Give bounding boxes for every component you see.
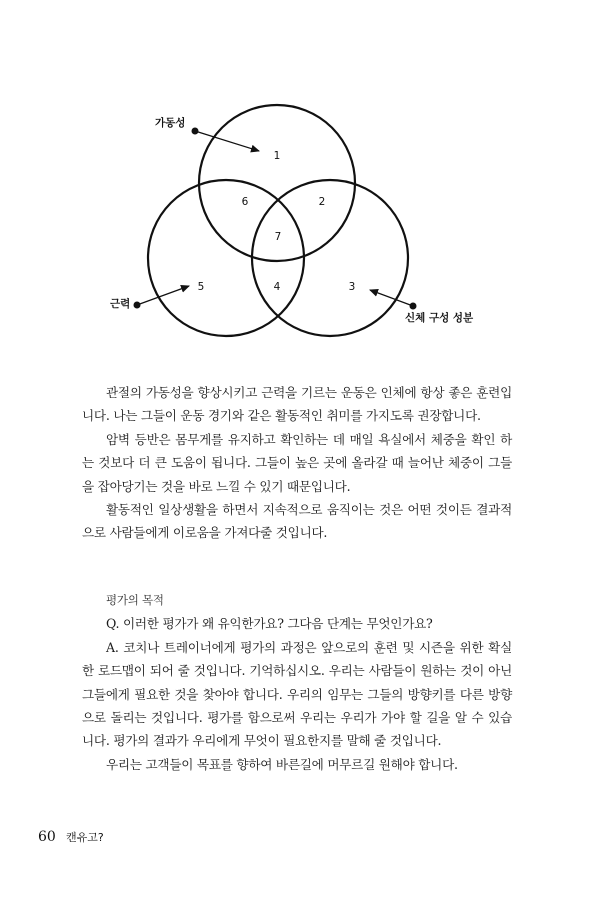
region-number: 7: [274, 231, 282, 243]
body-text-bottom: [82, 589, 512, 776]
paragraph: Q. 이러한 평가가 왜 유익한가요? 그다음 단계는 무엇인가요?: [106, 616, 433, 632]
pointer-arrow: [370, 290, 413, 306]
region-number: 4: [273, 281, 281, 293]
paragraph: 관절의 가동성을 향상시키고 근력을 기르는 운동은 인체에 항상 좋은 훈련입니다. 나는 그들이 운동 경기와 같은 활동적인 취미를 가지도록 권장합니다.: [82, 385, 512, 424]
page-number: 60: [38, 829, 56, 845]
paragraph: 우리는 고객들이 목표를 향하여 바른길에 머무르길 원해야 합니다.: [106, 756, 458, 772]
label-body-composition: 신체 구성 성분: [405, 312, 474, 324]
body-text-top: [82, 381, 512, 545]
region-number: 2: [318, 196, 326, 208]
paragraph: A. 코치나 트레이너에게 평가의 과정은 앞으로의 훈련 및 시즌을 위한 확실한 로드맵이 되어 줄 것입니다. 기억하십시오. 우리는 사람들이 원하는 것이 아닌 그들에게 필요한 것을 찾아야 합니다. 우리의 임무는 그들의 방향키를 다른 방향으로 돌리는 것입니다. 평가를 함으로써 우리는 우리가 가야 할 길을 알 수 있습니다. 평가의 결과가 우리에게 무엇이 필요한지를 말해 줄 것입니다.: [82, 639, 512, 749]
circle-body-composition: [252, 180, 408, 336]
venn-diagram: [0, 0, 612, 370]
label-mobility: 가동성: [155, 117, 186, 129]
section-heading: 평가의 목적: [106, 593, 164, 607]
book-title: 캔유고?: [65, 831, 104, 844]
label-strength: 근력: [110, 298, 131, 310]
paragraph: 암벽 등반은 몸무게를 유지하고 확인하는 데 매일 욕실에서 체중을 확인 하는 것보다 더 큰 도움이 됩니다. 그들이 높은 곳에 올라갈 때 늘어난 체중이 그들을 잡아당기는 것을 바로 느낄 수 있기 때문입니다.: [82, 431, 512, 494]
circle-strength: [148, 180, 304, 336]
pointer-arrow: [195, 131, 259, 151]
paragraph: 활동적인 일상생활을 하면서 지속적으로 움직이는 것은 어떤 것이든 결과적으로 사람들에게 이로움을 가져다줄 것입니다.: [82, 502, 512, 541]
region-number: 3: [348, 281, 356, 293]
region-number: 6: [241, 196, 249, 208]
region-number: 1: [273, 150, 281, 162]
region-number: 5: [197, 281, 205, 293]
page-footer: [38, 829, 104, 845]
